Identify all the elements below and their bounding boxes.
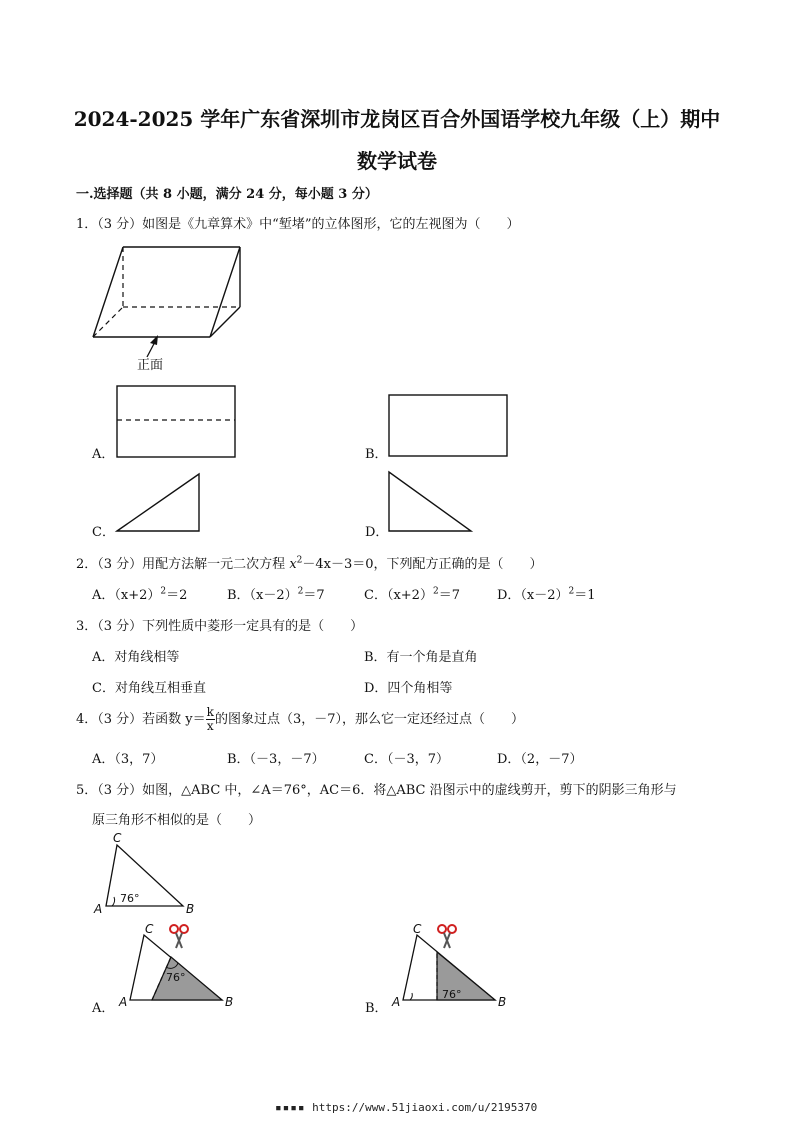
opt-a-angle-label: 76° [166, 971, 186, 984]
opt-b-vertex-c: C [413, 922, 422, 936]
q2-option-b-text: B．（x－2） [227, 588, 298, 603]
q4-option-d: D．（2，－7） [497, 752, 583, 767]
q4-option-a: A．（3，7） [92, 752, 164, 767]
q1-option-b-label: B． [365, 447, 388, 462]
front-label: 正面 [137, 358, 164, 373]
scissors-icon [170, 925, 188, 948]
triangle-abc-main [106, 845, 183, 906]
q3-option-d: D．四个角相等 [364, 681, 453, 696]
q2-option-b-value: ＝7 [303, 588, 325, 603]
question-5-stem-line1: 5．（3 分）如图，△ABC 中，∠A＝76°，AC＝6．将△ABC 沿图示中的虚线剪开，剪下的阴影三角形与 [76, 783, 677, 798]
q1-option-a-label: A． [92, 447, 115, 462]
opt-a-vertex-c: C [145, 922, 154, 936]
q2-option-a-text: A．（x+2） [92, 588, 161, 603]
q5-option-a-figure [130, 935, 222, 1000]
opt-b-vertex-a: A [392, 995, 401, 1009]
exam-title-line1: 2024-2025 学年广东省深圳市龙岗区百合外国语学校九年级（上）期中 [73, 107, 721, 131]
page-footer [275, 1101, 537, 1114]
footer-dots: ▪▪▪▪ [275, 1101, 306, 1114]
fraction-denominator: x [206, 719, 214, 733]
q3-option-a: A．对角线相等 [92, 650, 180, 665]
q2-option-d-value: ＝1 [574, 588, 596, 603]
question-1-stem: 1．（3 分）如图是《九章算术》中“堑堵”的立体图形，它的左视图为（ ） [76, 217, 520, 232]
footer-url[interactable]: https://www.51jiaoxi.com/u/2195370 [312, 1101, 538, 1114]
q5-option-a-label: A． [92, 1001, 115, 1016]
q2-option-b-exponent: 2 [297, 586, 304, 597]
q2-option-a-exponent: 2 [160, 586, 167, 597]
question-2-stem-tail: －4x－3＝0，下列配方正确的是（ ） [302, 557, 543, 572]
q2-option-a-value: ＝2 [166, 588, 188, 603]
q3-option-c: C．对角线互相垂直 [92, 681, 206, 696]
question-2-stem-text: 2．（3 分）用配方法解一元二次方程 [76, 557, 290, 572]
scissors-icon [438, 925, 456, 948]
q2-option-d-text: D．（x－2） [497, 588, 569, 603]
q1-option-c-label: C． [92, 525, 115, 540]
opt-a-vertex-b: B [225, 995, 234, 1009]
opt-b-vertex-b: B [498, 995, 507, 1009]
question-4-stem-text: 4．（3 分）若函数 y＝ [76, 712, 206, 727]
main-vertex-c: C [113, 831, 122, 845]
main-vertex-a: A [94, 902, 103, 916]
question-2-variable: x [289, 557, 297, 572]
fraction-numerator: k [206, 705, 214, 719]
question-4-stem-tail: 的图象过点（3，－7），那么它一定还经过点（ ） [214, 712, 524, 727]
question-2-exponent: 2 [296, 555, 303, 566]
q3-option-b: B．有一个角是直角 [364, 650, 478, 665]
opt-a-vertex-a: A [119, 995, 128, 1009]
main-angle-label: 76° [120, 892, 140, 905]
question-3-stem: 3．（3 分）下列性质中菱形一定具有的是（ ） [76, 619, 364, 634]
exam-title-line2: 数学试卷 [357, 149, 437, 173]
q2-option-c-text: C．（x+2） [364, 588, 433, 603]
main-vertex-b: B [186, 902, 195, 916]
q5-option-b-label: B． [365, 1001, 388, 1016]
q2-option-c-value: ＝7 [438, 588, 460, 603]
question-5-stem-line2: 原三角形不相似的是（ ） [92, 813, 262, 828]
q1-option-d-label: D． [365, 525, 389, 540]
q4-option-b: B．（－3，－7） [227, 752, 325, 767]
q4-option-c: C．（－3，7） [364, 752, 449, 767]
q2-option-d-exponent: 2 [568, 586, 575, 597]
q2-option-c-exponent: 2 [432, 586, 439, 597]
section-heading: 一.选择题（共 8 小题，满分 24 分，每小题 3 分） [76, 187, 378, 202]
opt-b-angle-label: 76° [442, 988, 462, 1001]
